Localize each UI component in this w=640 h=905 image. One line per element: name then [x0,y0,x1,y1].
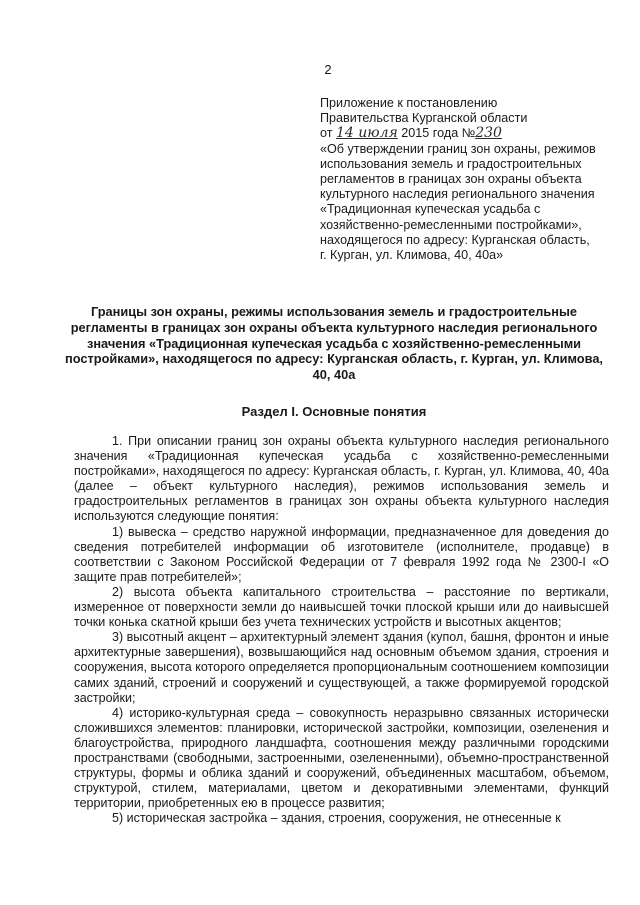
handwritten-date: 14 июля [336,125,398,142]
appendix-line: регламентов в границах зон охраны объекта [320,172,582,187]
paragraph: 1. При описании границ зон охраны объекта культурного наследия регионального значения «Традиционная купеческая усадьба с хозяйственно-ремесленными постройками», находящегося по адресу: Курганская область, г. Курган, ул. Климова, 40, 40а (далее – объект культурного наследия), режимов использования земель и градостроительных регламентов в границах зон охраны объекта культурного наследия используются следующие понятия: [74,434,609,524]
appendix-line: культурного наследия регионального значения [320,187,595,202]
appendix-line: находящегося по адресу: Курганская область, [320,232,590,247]
appendix-line: использования земель и градостроительных [320,156,582,171]
document-title: Границы зон охраны, режимы использования земель и градостроительные регламенты в границах зон охраны объекта культурного наследия регионального значения «Традиционная купеческая усадьба с хозяйственно-ремесленными постройками», находящегося по адресу: Курганская область, г. Курган, ул. Климова, 40, 40а [64,304,603,383]
appendix-line: г. Курган, ул. Климова, 40, 40а» [320,248,504,263]
appendix-date-line [320,126,620,141]
appendix-line: Правительства Курганской области [320,111,528,126]
appendix-line: «Традиционная купеческая усадьба с [320,202,541,217]
paragraph: 2) высота объекта капитального строительства – расстояние по вертикали, измеренное от поверхности земли до наивысшей точки плоской крыши или до наивысшей точки конька скатной крыши без учета технических устройств и высотных акцентов; [74,584,609,630]
paragraph: 1) вывеска – средство наружной информации, предназначенное для доведения до сведения потребителей информации об изготовителе (исполнителе, продавце) в соответствии с Законом Российской Федерации от 7 февраля 1992 года № 2300-I «О защите прав потребителей»; [74,524,609,584]
paragraph: 3) высотный акцент – архитектурный элемент здания (купол, башня, фронтон и иные архитектурные завершения), возвышающийся над основным объемом здания, строения и сооружения, высота которого определяется пропорциональным соотношением композиции самих зданий, строений и сооружений и существующей, а также формируемой городской застройки; [74,630,609,705]
appendix-line: хозяйственно-ремесленными постройками», [320,217,582,232]
paragraph: 5) историческая застройка – здания, строения, сооружения, не отнесенные к [112,811,561,826]
date-prefix: от [320,126,336,141]
paragraph: 4) историко-культурная среда – совокупность неразрывно связанных исторически сложившихся элементов: планировки, исторической застройки, композиции, озеленения и благоустройства, природного ландшафта, соотношения между различными городскими пространствами (свободными, застроенными, озелененными), объемно-пространственной структуры, формы и облика зданий и сооружений, объединенных масштабом, объемом, структурой, стилем, материалами, цветом и декоративными элементами, функций территории, приобретенных ею в процессе развития; [74,705,609,811]
appendix-block [320,96,620,263]
appendix-line: Приложение к постановлению [320,96,498,110]
document-body [74,434,609,826]
page-number: 2 [324,62,332,77]
section-title: Раздел I. Основные понятия [241,404,427,419]
appendix-line: «Об утверждении границ зон охраны, режимов [320,141,596,156]
handwritten-number: 230 [475,125,502,142]
year-text: 2015 года № [397,126,476,141]
